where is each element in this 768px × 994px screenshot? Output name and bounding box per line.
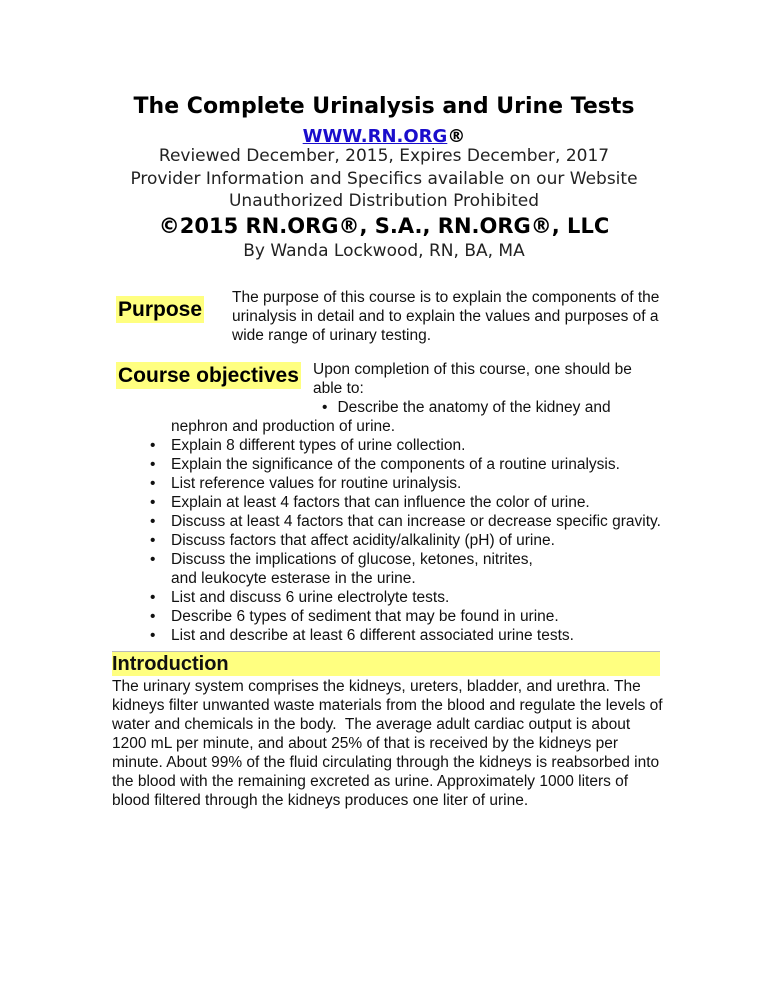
list-item: • List and describe at least 6 different associated urine tests. — [136, 626, 736, 645]
author-line: By Wanda Lockwood, RN, BA, MA — [243, 241, 525, 261]
purpose-heading: Purpose — [118, 298, 203, 321]
objective-first-bullet: • Describe the anatomy of the kidney and — [322, 399, 611, 416]
list-item: • Discuss at least 4 factors that can increase or decrease specific gravity. — [136, 512, 736, 531]
objectives-intro-line: Upon completion of this course, one should be — [313, 361, 632, 378]
website-line — [0, 126, 768, 147]
objectives-list — [136, 436, 736, 645]
list-item: • Discuss factors that affect acidity/alkalinity (pH) of urine. — [136, 531, 736, 550]
objectives-intro — [313, 360, 632, 398]
paragraph-line: the blood with the remaining excreted as urine. Approximately 1000 liters of — [112, 773, 629, 790]
website-link[interactable]: WWW.RN.ORG — [302, 126, 448, 147]
objective-first-bullet-cont: nephron and production of urine. — [171, 418, 396, 435]
list-item: • Explain 8 different types of urine collection. — [136, 436, 736, 455]
list-item: • Explain the significance of the components of a routine urinalysis. — [136, 455, 736, 474]
paragraph-line: minute. About 99% of the fluid circulating through the kidneys is reabsorbed into — [112, 754, 660, 771]
paragraph-line: kidneys filter unwanted waste materials from the blood and regulate the levels of — [112, 697, 663, 714]
purpose-line: urinalysis in detail and to explain the values and purposes of a — [232, 308, 659, 325]
objective-text: Describe the anatomy of the kidney and — [337, 399, 611, 416]
reviewed-line: Reviewed December, 2015, Expires December, 2017 — [158, 146, 610, 166]
copyright-line: ©2015 RN.ORG®, S.A., RN.ORG®, LLC — [158, 214, 610, 238]
list-item: • Discuss the implications of glucose, ketones, nitrites, and leukocyte esterase in the urine. — [136, 550, 551, 588]
list-item: • List and discuss 6 urine electrolyte tests. — [136, 588, 736, 607]
purpose-line: The purpose of this course is to explain the components of the — [232, 289, 660, 306]
paragraph-line: 1200 mL per minute, and about 25% of that is received by the kidneys per — [112, 735, 619, 752]
list-item: • Explain at least 4 factors that can influence the color of urine. — [136, 493, 736, 512]
purpose-text — [232, 288, 659, 345]
objectives-intro-line: able to: — [313, 380, 364, 397]
list-item: • Describe 6 types of sediment that may be found in urine. — [136, 607, 736, 626]
document-title: The Complete Urinalysis and Urine Tests — [133, 94, 635, 119]
paragraph-line: The urinary system comprises the kidneys, ureters, bladder, and urethra. The — [112, 678, 641, 695]
purpose-line: wide range of urinary testing. — [232, 327, 432, 344]
introduction-heading: Introduction — [112, 651, 660, 676]
paragraph-line: water and chemicals in the body. The average adult cardiac output is about — [112, 716, 631, 733]
list-item: • List reference values for routine urinalysis. — [136, 474, 736, 493]
objectives-heading: Course objectives — [118, 364, 299, 387]
introduction-paragraph — [112, 677, 692, 810]
paragraph-line: blood filtered through the kidneys produces one liter of urine. — [112, 792, 529, 809]
unauthorized-line: Unauthorized Distribution Prohibited — [228, 191, 540, 211]
registered-mark: ® — [447, 126, 466, 147]
provider-line: Provider Information and Specifics available on our Website — [130, 169, 638, 189]
